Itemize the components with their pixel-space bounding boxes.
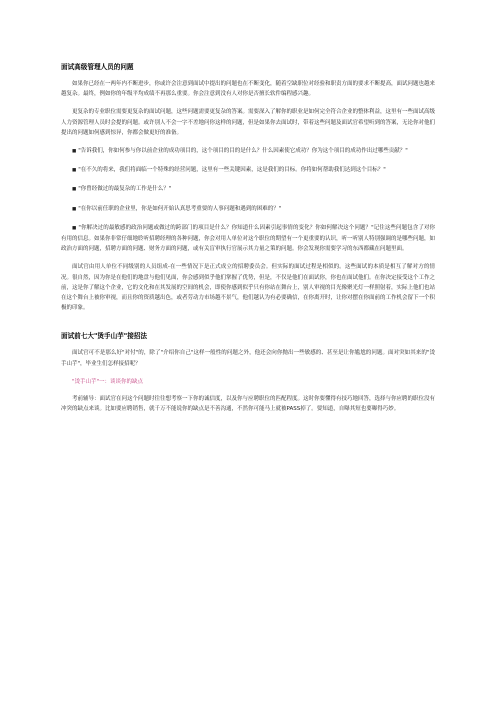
question-text: "你曾经做过的最复杂的工作是什么？" [78, 186, 172, 193]
bullet-icon: ■ [72, 187, 77, 193]
paragraph-weakness-advice: 考前辅导：面试官在问这个问题时往往想考察一下你的诚信度，以及你与应聘职位的匹配程度。这时你要懂得有技巧地回答，选择与你应聘的职位没有冲突的缺点来谈。比如要应聘销售，就千万不能说你的缺点是不善沟通，不然你可能马上就被PASS掉了。要知道，自曝其短也要曝得巧妙。 [61, 395, 436, 413]
document-title: 面试高级管理人员的问题 [61, 63, 134, 71]
question-text: "在你以前任职的企业里，你是如何开始认真思考重要的人事问题和遇到的困难的？" [78, 205, 282, 212]
subheading-weakness: "烫手山芋"一：谈谈你的缺点 [72, 378, 144, 385]
question-text: "告诉我们，你如何参与你以前企业的成功项目的，这个项目的目的是什么？什么因素使它成功？你为这个项目的成功作出过哪些贡献？" [78, 148, 408, 155]
section-title: 面试前七大"烫手山芋"接招法 [61, 332, 147, 341]
question-item [61, 146, 435, 157]
question-item [61, 223, 435, 255]
bullet-icon: ■ [72, 225, 77, 231]
question-item [61, 165, 435, 176]
question-text: "你解决过的最敏感的政治问题或做过的跨部门的项目是什么？你知道什么因素引起事情的变化？你如何解决这个问题？"记住这些问题包含了对你有用的信息。如果你非常仔细地聆听招聘经理的各种问题，你会对用人单位对这个职位的期望有一个更重要的认识，听一听别人特别强调的是哪些问题，如政治方面的问题，招聘方面的问题、财务方面的问题，或有关盲审执行官展示其力量之策的问题。你会发现你需要学习的东西都藏在问题里面。 [61, 224, 436, 253]
paragraph-complex-questions: 更复杂的专业职位需要更复杂的面试问题，这些问题需要更复杂的答案。需要深入了解你的职业是如何完全符合企业的整体利益，这里有一些面试高级人力资源管理人员时会提的问题。或许别人不会一字不差地问你这样的问题，但是如果你去面试时，带着这些问题及面试官希望听到的答案，无论你对他们提出的问题如何感到惊异，你都会做更好的准备。 [61, 109, 436, 136]
question-text: "在不久的将来，我们将面临一个特殊的经营问题，这里有一些关键因素，这是我们的目标。你将如何帮助我们达到这个目标？" [78, 167, 386, 174]
section-gap [61, 321, 435, 331]
paragraph-interview-process: 面试官由用人单位不同级别的人员组成-在一些情况下是正式成立的招聘委员会。但实际的面试过程是相似的。这些面试的本质是相互了解对方的情况。很自然，因为你是在他们的地盘与他们见面，你会感到似乎他们掌握了优势，但是，不仅是他们在面试你，你也在面试他们。在你决定接受这个工作之前，这是你了解这个企业，它的文化和在其发展的空间的机会，即使你感到似乎只有你站在舞台上，别人审视的目光像聚光灯一样照射着，实际上他们也站在这个舞台上被你审视，而且你的资质越出色，或者劳动力市场越不景气，他们越认为有必要确信，在你离开时，让你对摆在你面前的工作机会留下一个积极的印象。 [61, 264, 436, 312]
paragraph-section-intro: 面试官可不是那么好"对付"的，除了"介绍你自己"这样一般性的问题之外，他还会向你抛出一些敏感的、甚至是让你尴尬的问题。面对突如其来的"烫手山芋"，毕业生们怎样接招呢？ [61, 350, 435, 367]
bullet-icon: ■ [72, 149, 77, 155]
question-item [61, 184, 435, 195]
question-item [61, 204, 435, 215]
bullet-icon: ■ [72, 168, 77, 174]
paragraph-intro: 如果你已经在一两年内不断进步，你或许会注意到面试中提出的问题也在不断变化，随着空缺职位对经验和职责方面的要求不断提高，面试问题也越来越复杂。最终，例如你的年级平均成绩不再那么重要。你会注意到没有人对你是否擅长软件编程感兴趣。 [61, 81, 436, 98]
bullet-icon: ■ [72, 206, 77, 212]
document-content [61, 62, 435, 422]
